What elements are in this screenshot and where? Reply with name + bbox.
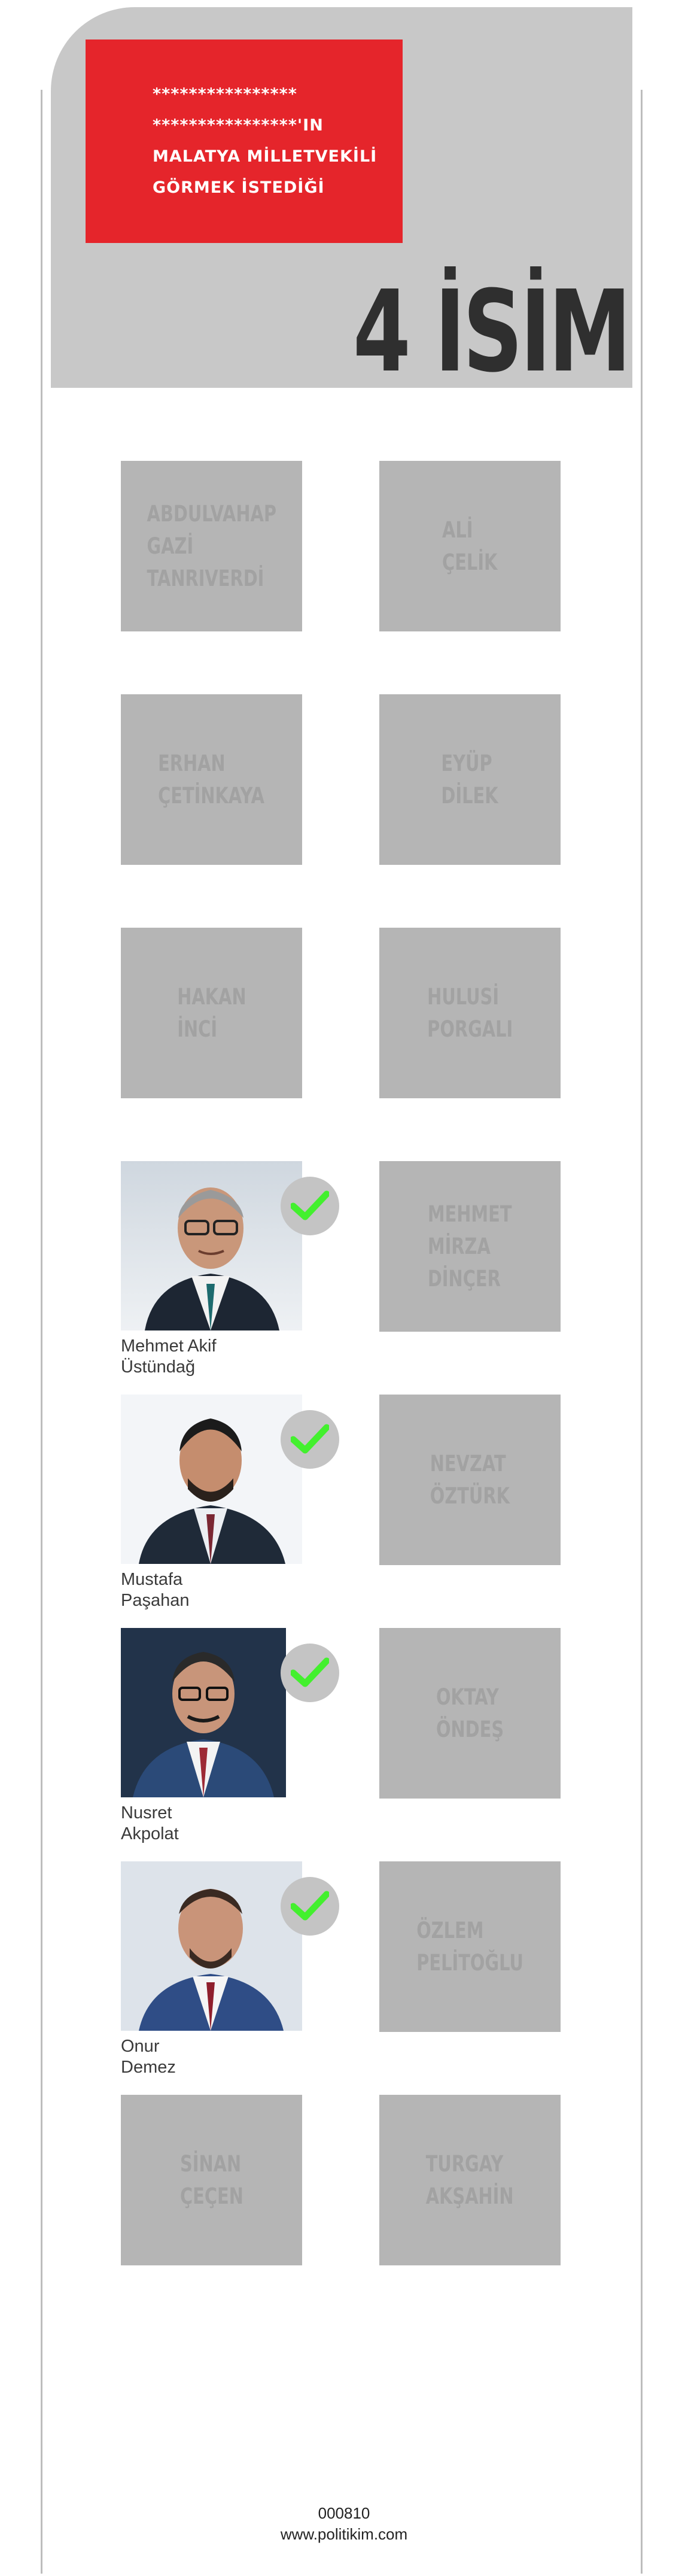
candidate-card-ali[interactable]: [379, 461, 561, 631]
headline-line-1: ****************: [153, 85, 297, 104]
caption-line: Mustafa: [121, 1570, 183, 1589]
candidate-card-oktay[interactable]: [379, 1628, 561, 1799]
candidate-photo-mehmet-akif[interactable]: [121, 1161, 302, 1330]
candidate-caption-nusret: [121, 1803, 179, 1845]
headline-box: [86, 40, 403, 243]
left-divider-line: [41, 90, 42, 2574]
candidate-name: MEHMET MİRZA DİNÇER: [428, 1201, 512, 1292]
candidate-card-mehmet-mirza[interactable]: [379, 1161, 561, 1332]
candidate-name: HULUSİ PORGALI: [427, 983, 513, 1042]
candidate-name: EYÜP DİLEK: [441, 750, 499, 809]
caption-line: Demez: [121, 2058, 176, 2077]
candidate-name: OKTAY ÖNDEŞ: [436, 1684, 504, 1742]
right-divider-line: [641, 90, 643, 2574]
candidate-name: ABDULVAHAP GAZİ TANRIVERDİ: [147, 500, 276, 591]
candidate-photo-nusret[interactable]: [121, 1628, 286, 1797]
candidate-caption-onur: [121, 2036, 176, 2078]
candidate-card-abdulvahap[interactable]: [121, 461, 302, 631]
footer: [0, 2503, 688, 2545]
candidate-card-ozlem[interactable]: [379, 1861, 561, 2032]
candidate-name: SİNAN ÇEÇEN: [179, 2150, 243, 2209]
candidate-card-nevzat[interactable]: [379, 1395, 561, 1565]
candidate-card-turgay[interactable]: [379, 2095, 561, 2265]
check-icon: [281, 1644, 339, 1702]
candidate-card-erhan[interactable]: [121, 694, 302, 865]
count-title: 4 İSİM: [353, 266, 629, 397]
headline-line-3: MALATYA MİLLETVEKİLİ: [153, 147, 378, 166]
footer-site-link[interactable]: www.politikim.com: [280, 2525, 408, 2543]
footer-code: 000810: [318, 2504, 370, 2522]
caption-line: Mehmet Akif: [121, 1336, 217, 1356]
candidate-caption-mustafa: [121, 1569, 190, 1611]
headline-line-2: ****************'IN: [153, 116, 324, 135]
caption-line: Akpolat: [121, 1824, 179, 1843]
candidate-name: ALİ ÇELİK: [442, 517, 498, 575]
check-icon: [281, 1410, 339, 1469]
candidate-photo-mustafa[interactable]: [121, 1395, 302, 1564]
caption-line: Onur: [121, 2037, 160, 2056]
caption-line: Üstündağ: [121, 1357, 196, 1377]
candidate-name: HAKAN İNCİ: [176, 983, 246, 1042]
headline-line-4: GÖRMEK İSTEDİĞİ: [153, 178, 325, 197]
candidate-name: TURGAY AKŞAHİN: [426, 2150, 514, 2209]
caption-line: Nusret: [121, 1803, 172, 1822]
candidate-name: NEVZAT ÖZTÜRK: [430, 1450, 510, 1509]
check-icon: [281, 1177, 339, 1235]
candidate-caption-mehmet-akif: [121, 1336, 217, 1378]
candidate-card-hulusi[interactable]: [379, 928, 561, 1098]
candidate-name: ERHAN ÇETİNKAYA: [158, 750, 265, 809]
candidate-card-eyup[interactable]: [379, 694, 561, 865]
caption-line: Paşahan: [121, 1591, 190, 1610]
candidate-name: ÖZLEM PELİTOĞLU: [416, 1917, 523, 1976]
candidate-card-sinan[interactable]: [121, 2095, 302, 2265]
candidate-photo-onur[interactable]: [121, 1861, 302, 2031]
check-icon: [281, 1877, 339, 1936]
candidate-card-hakan[interactable]: [121, 928, 302, 1098]
